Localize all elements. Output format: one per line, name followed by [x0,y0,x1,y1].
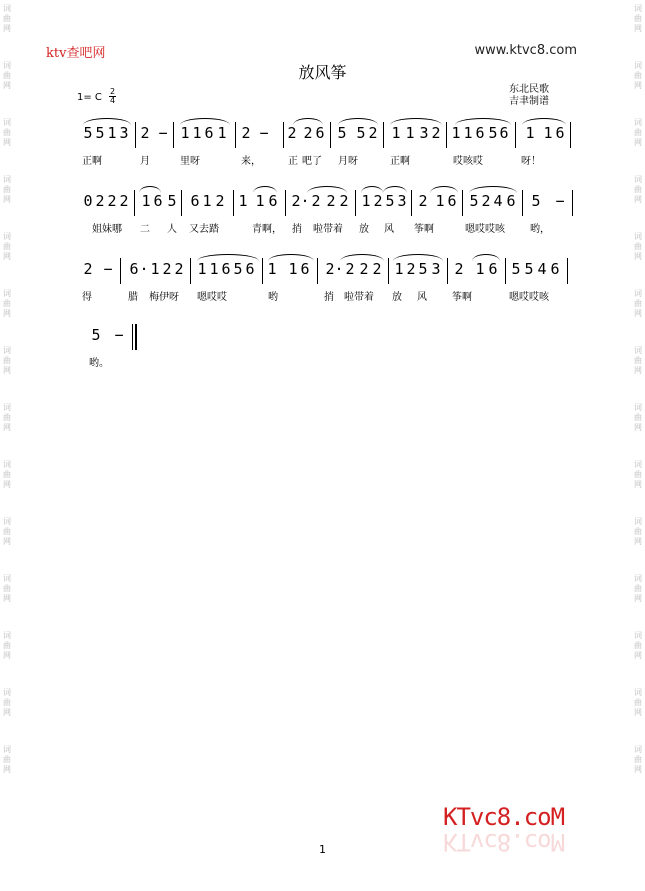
watermark-text: 词 曲 网 [3,232,11,261]
barline [515,122,516,148]
watermark-text: 词 曲 网 [3,460,11,489]
note: 1 [435,192,445,210]
note: 3 [431,260,441,278]
lyric: 放 [392,292,402,303]
barline [572,190,573,216]
watermark-text: 词 曲 网 [3,403,11,432]
watermark-text: 词 曲 网 [3,574,11,603]
note: 0 [83,192,93,210]
site-url[interactable]: www.ktvc8.com [474,43,577,58]
barline [462,190,463,216]
time-top: 2 [109,87,116,96]
lyric: 哟。 [89,358,109,369]
barline [330,122,331,148]
note: − [114,326,124,344]
watermark-text: 词 曲 网 [3,688,11,717]
lyric: 又去踏 [189,224,219,235]
lyric: 正 [288,156,298,167]
note: 2 [291,192,301,210]
note: 2 [107,192,117,210]
lyric: 哎咳哎 [453,156,483,167]
page-number: 1 [319,843,326,856]
watermark-text: 词 曲 网 [3,4,11,33]
barline [388,258,389,284]
note: 2 [418,192,428,210]
note: 2 [162,260,172,278]
watermark-text: 词 曲 网 [634,175,642,204]
lyric: 梅伊呀 [149,292,179,303]
note: 6 [129,260,139,278]
barline [120,258,121,284]
barline [505,258,506,284]
watermark-text: 词 曲 网 [3,61,11,90]
note: 1 [361,192,371,210]
note: 5 [356,124,366,142]
lyric: 啦带着 [344,292,374,303]
barline [570,122,571,148]
note: 5 [531,192,541,210]
lyric: 得 [82,292,92,303]
note: 1 [217,124,227,142]
arranger-label: 吉聿制谱 [509,96,549,107]
note: 5 [488,124,498,142]
note: 1 [192,124,202,142]
barline [285,190,286,216]
barline [262,258,263,284]
staff-line-2 [0,190,645,240]
watermark-text: 词 曲 网 [3,118,11,147]
note: 2 [241,124,251,142]
watermark-text: 词 曲 网 [634,346,642,375]
lyric: 放 [359,224,369,235]
lyric: 二 [140,224,150,235]
note: 2 [287,124,297,142]
staff-line-1 [0,122,645,172]
lyric: 嗯哎哎 [197,292,227,303]
final-barline [132,324,133,350]
lyric: 哟 [268,292,278,303]
watermark-text: 词 曲 网 [634,4,642,33]
barline [134,190,135,216]
note: 6 [506,192,516,210]
staff-line-4 [0,324,645,374]
lyric: 捎 [324,292,334,303]
note: 2 [373,192,383,210]
note: 5 [95,124,105,142]
note: 1 [209,260,219,278]
note: 5 [469,192,479,210]
note: 6 [447,192,457,210]
note: 6 [268,192,278,210]
note: 2 [325,260,335,278]
lyric: 捎 [292,224,302,235]
watermark-text: 词 曲 网 [634,460,642,489]
lyric: 风 [384,224,394,235]
note: 2 [174,260,184,278]
footer-logo-reflection: KTvc8.coM [443,828,565,856]
lyric: 嗯哎哎咳 [465,224,505,235]
note: 1 [391,124,401,142]
note: 2 [326,192,336,210]
song-origin [509,84,549,108]
time-signature [109,88,116,105]
note: − [259,124,269,142]
note: 2 [215,192,225,210]
watermark-text: 词 曲 网 [3,346,11,375]
barline [411,190,412,216]
note: 1 [463,124,473,142]
watermark-text: 词 曲 网 [634,688,642,717]
barline [235,122,236,148]
note: 5 [385,192,395,210]
note: 3 [119,124,129,142]
lyric: 啦带着 [313,224,343,235]
note: 6 [555,124,565,142]
barline [317,258,318,284]
note: · [334,260,344,278]
barline [383,122,384,148]
note: 1 [238,192,248,210]
lyric: 姐妹哪 [92,224,122,235]
barline [355,190,356,216]
note: 4 [537,260,547,278]
watermark-text: 词 曲 网 [3,289,11,318]
barline [135,122,136,148]
barline [567,258,568,284]
barline [283,122,284,148]
lyric: 哟， [530,224,550,235]
note: · [139,260,149,278]
watermark-text: 词 曲 网 [634,403,642,432]
key-signature: 1= C [77,92,102,103]
note: 6 [488,260,498,278]
lyric: 月呀 [338,156,358,167]
final-barline-thick [135,324,137,350]
lyric: 筝啊 [414,224,434,235]
lyric: 来， [241,156,261,167]
lyric: 正啊 [390,156,410,167]
watermark-text: 词 曲 网 [634,517,642,546]
note: − [158,124,168,142]
note: 1 [180,124,190,142]
watermark-text: 词 曲 网 [634,118,642,147]
note: 5 [524,260,534,278]
watermark-text: 词 曲 网 [634,745,642,774]
lyric: 腊 [128,292,138,303]
note: 6 [221,260,231,278]
watermark-text: 词 曲 网 [3,175,11,204]
note: 2 [303,124,313,142]
note: 2 [311,192,321,210]
watermark-text: 词 曲 网 [3,745,11,774]
note: 1 [267,260,277,278]
note: 1 [394,260,404,278]
lyric: 筝啊 [452,292,472,303]
watermark-text: 词 曲 网 [3,631,11,660]
note: · [300,192,310,210]
note: 5 [511,260,521,278]
note: 1 [288,260,298,278]
barline [181,190,182,216]
staff-line-3 [0,258,645,308]
lyric: 人 [167,224,177,235]
note: 1 [475,260,485,278]
lyric: 青啊， [252,224,282,235]
note: 6 [550,260,560,278]
note: 5 [418,260,428,278]
lyric: 吧了 [302,156,322,167]
watermark-text: 词 曲 网 [634,289,642,318]
note: 2 [339,192,349,210]
note: 1 [405,124,415,142]
note: 5 [83,124,93,142]
note: 2 [372,260,382,278]
note: 5 [167,192,177,210]
watermark-text: 词 曲 网 [634,574,642,603]
lyric: 月 [140,156,150,167]
song-title: 放风筝 [298,63,347,82]
note: 1 [141,192,151,210]
note: 2 [454,260,464,278]
note: 2 [481,192,491,210]
barline [190,258,191,284]
note: − [555,192,565,210]
note: − [103,260,113,278]
lyric: 里呀 [180,156,200,167]
note: 1 [525,124,535,142]
note: 3 [397,192,407,210]
note: 1 [202,192,212,210]
note: 6 [315,124,325,142]
note: 6 [300,260,310,278]
note: 2 [119,192,129,210]
note: 1 [150,260,160,278]
lyric: 风 [417,292,427,303]
note: 2 [83,260,93,278]
lyric: 嗯哎哎咳 [509,292,549,303]
barline [446,122,447,148]
note: 2 [431,124,441,142]
note: 2 [406,260,416,278]
barline [233,190,234,216]
note: 1 [255,192,265,210]
note: 6 [190,192,200,210]
note: 4 [493,192,503,210]
note: 2 [95,192,105,210]
watermark-text: 词 曲 网 [634,232,642,261]
barline [173,122,174,148]
watermark-text: 词 曲 网 [634,631,642,660]
note: 3 [419,124,429,142]
watermark-text: 词 曲 网 [3,517,11,546]
note: 2 [359,260,369,278]
note: 6 [475,124,485,142]
watermark-text: 词 曲 网 [634,61,642,90]
barline [522,190,523,216]
note: 1 [107,124,117,142]
note: 1 [451,124,461,142]
brand-logo-text[interactable]: ktv查吧网 [46,46,106,61]
note: 6 [245,260,255,278]
note: 6 [499,124,509,142]
lyric: 正啊 [82,156,102,167]
barline [447,258,448,284]
time-bottom: 4 [109,96,116,105]
footer-logo[interactable]: KTvc8.coM [443,803,565,831]
note: 2 [345,260,355,278]
origin-label: 东北民歌 [509,84,549,95]
note: 6 [153,192,163,210]
note: 6 [204,124,214,142]
lyric: 呀！ [521,156,541,167]
note: 5 [233,260,243,278]
note: 1 [543,124,553,142]
note: 1 [197,260,207,278]
note: 2 [140,124,150,142]
note: 2 [368,124,378,142]
note: 5 [337,124,347,142]
note: 5 [91,326,101,344]
